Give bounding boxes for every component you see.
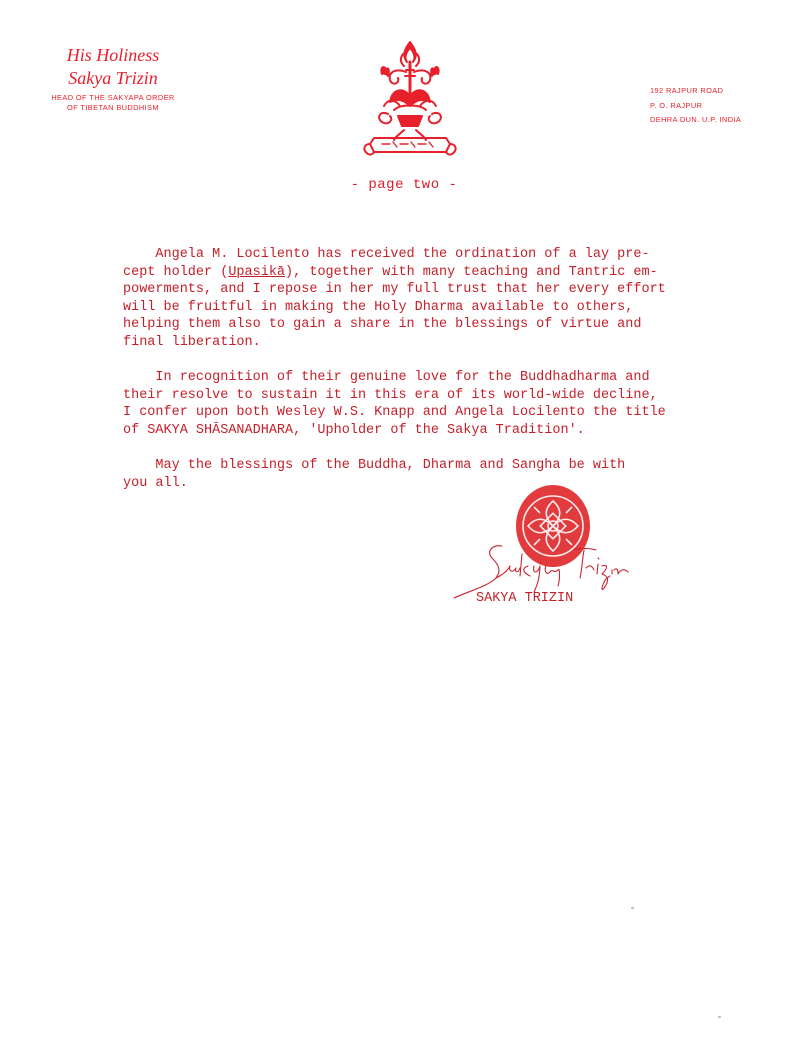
letterhead-subtitle-line1: HEAD OF THE SAKYAPA ORDER bbox=[51, 93, 175, 102]
letter-text: In recognition of their genuine love for the Buddhadharma and bbox=[123, 370, 650, 386]
letter-line bbox=[123, 316, 763, 334]
letter-text: Angela M. Locilento has received the ordination of a lay pre- bbox=[123, 247, 650, 262]
letter-line bbox=[123, 281, 763, 299]
letterhead-title-line2: Sakya Trizin bbox=[68, 68, 158, 88]
letter-text: of SAKYA SHĀSANADHARA, 'Upholder of the Sakya Tradition'. bbox=[123, 422, 585, 438]
letter-line bbox=[123, 404, 763, 422]
letterhead-title-line1: His Holiness bbox=[66, 45, 160, 65]
letter-line bbox=[123, 334, 763, 352]
letter-text: helping them also to gain a share in the blessings of virtue and bbox=[123, 317, 642, 333]
scan-speck bbox=[718, 1016, 721, 1018]
letter-text: May the blessings of the Buddha, Dharma and Sangha be with bbox=[123, 458, 626, 474]
letter-paragraph bbox=[123, 369, 763, 439]
letter-line bbox=[123, 299, 763, 317]
letter-line bbox=[123, 475, 763, 493]
letter-text: I confer upon both Wesley W.S. Knapp and Angela Locilento the title bbox=[123, 405, 666, 421]
letter-text: cept holder ( bbox=[123, 264, 229, 280]
letter-paragraph bbox=[123, 246, 763, 352]
address-line-2: P. O. RAJPUR bbox=[650, 100, 703, 110]
typed-signature-name: SAKYA TRIZIN bbox=[476, 591, 574, 606]
letterhead-subtitle-line2: OF TIBETAN BUDDHISM bbox=[67, 103, 159, 112]
page-number: - page two - bbox=[350, 177, 458, 193]
underlined-term: Upasikā bbox=[228, 264, 286, 280]
letter-text: ), together with many teaching and Tantric em- bbox=[285, 264, 658, 280]
address-line-3: DEHRA DUN. U.P. INDIA bbox=[650, 115, 742, 124]
scan-speck bbox=[631, 907, 634, 909]
letter-line bbox=[123, 457, 763, 475]
letter-line bbox=[123, 264, 763, 282]
tibetan-emblem-icon bbox=[360, 40, 460, 162]
letter-line bbox=[123, 422, 763, 440]
letter-text: powerments, and I repose in her my full trust that her every effort bbox=[123, 282, 666, 298]
letter-paragraph bbox=[123, 457, 763, 492]
letterhead-sender bbox=[28, 44, 198, 113]
letter-text: you all. bbox=[123, 475, 188, 491]
letter-line bbox=[123, 246, 763, 264]
letter-text: will be fruitful in making the Holy Dharma available to others, bbox=[123, 299, 634, 315]
letterhead-address bbox=[650, 84, 741, 128]
letter-line bbox=[123, 369, 763, 387]
letter-line bbox=[123, 387, 763, 405]
letter-text: final liberation. bbox=[123, 334, 261, 350]
letter-text: their resolve to sustain it in this era of its world-wide decline, bbox=[123, 387, 658, 403]
letter-body bbox=[123, 246, 763, 510]
address-line-1: 192 RAJPUR ROAD bbox=[650, 86, 724, 95]
